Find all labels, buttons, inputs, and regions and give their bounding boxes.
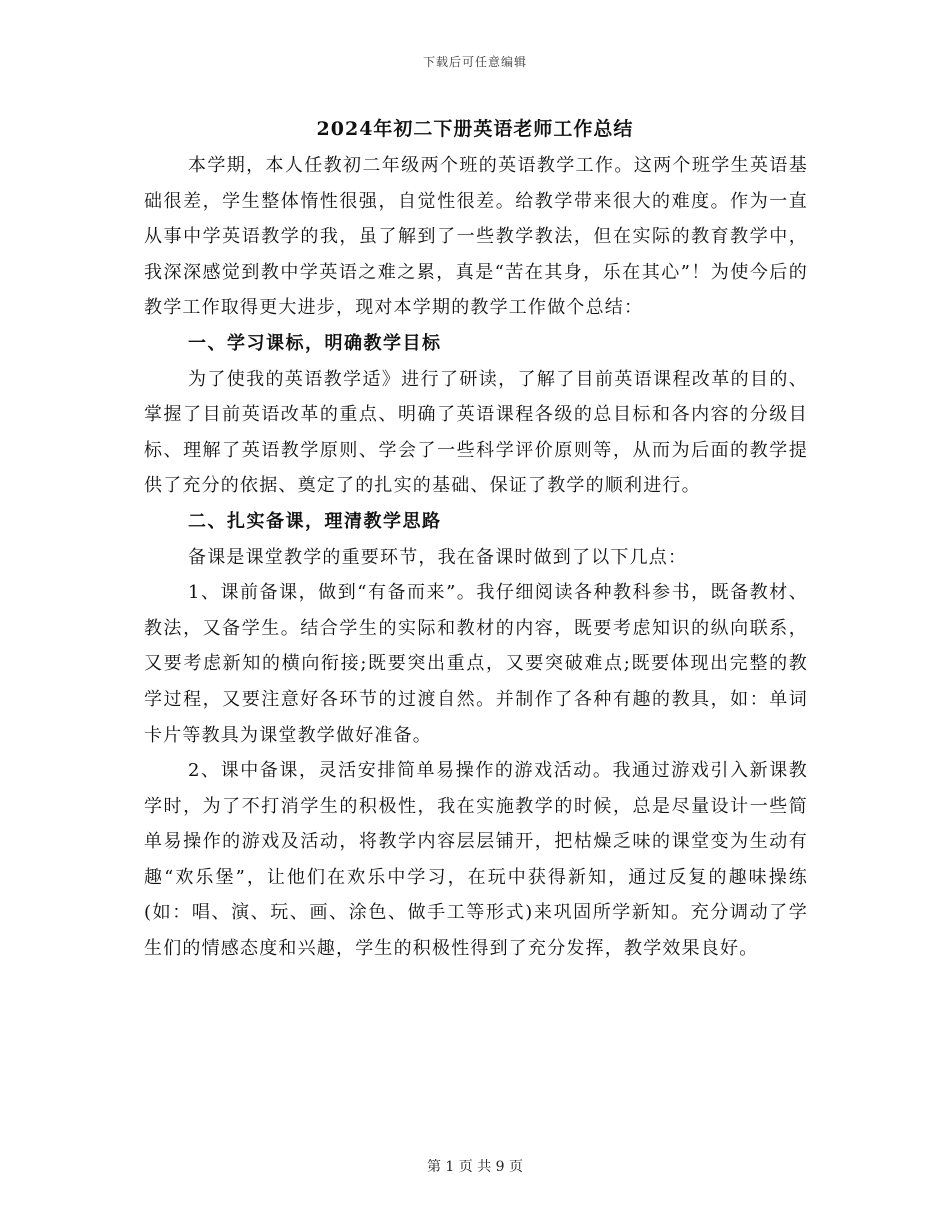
intro-paragraph: 本学期，本人任教初二年级两个班的英语教学工作。这两个班学生英语基础很差，学生整体惰性很强，自觉性很差。给教学带来很大的难度。作为一直从事中学英语教学的我，虽了解到了一些教学教法，但在实际的教育教学中，我深深感觉到教中学英语之难之累，真是“苦在其身，乐在其心”！为使今后的教学工作取得更大进步，现对本学期的教学工作做个总结： xyxy=(144,155,808,319)
section-1-paragraph: 为了使我的英语教学适》进行了研读，了解了目前英语课程改革的目的、掌握了目前英语改革的重点、明确了英语课程各级的总目标和各内容的分级目标、理解了英语教学原则、学会了一些科学评价原则等，从而为后面的教学提供了充分的依据、奠定了的扎实的基础、保证了教学的顺利进行。 xyxy=(144,368,808,497)
section-2-intro-paragraph: 备课是课堂教学的重要环节，我在备课时做到了以下几点： xyxy=(188,546,688,568)
page-header-note: 下载后可任意编辑 xyxy=(422,55,527,69)
section-heading-2: 二、扎实备课，理清教学思路 xyxy=(188,510,442,532)
section-2-point-2-paragraph: 2、课中备课，灵活安排简单易操作的游戏活动。我通过游戏引入新课教学时，为了不打消学生的积极性，我在实施教学的时候，总是尽量设计一些简单易操作的游戏及活动，将教学内容层层铺开，把枯燥乏味的课堂变为生动有趣“欢乐堡”，让他们在欢乐中学习，在玩中获得新知，通过反复的趣味操练(如：唱、演、玩、画、涂色、做手工等形式)来巩固所学新知。充分调动了学生们的情感态度和兴趣，学生的积极性得到了充分发挥，教学效果良好。 xyxy=(144,760,808,960)
page-number: 第 1 页 共 9 页 xyxy=(426,1159,524,1175)
section-heading-1: 一、学习课标，明确教学目标 xyxy=(188,332,442,354)
section-2-point-1-paragraph: 1、课前备课，做到“有备而来”。我仔细阅读各种教科参书，既备教材、教法，又备学生。结合学生的实际和教材的内容，既要考虑知识的纵向联系，又要考虑新知的横向衔接;既要突出重点，又要突破难点;既要体现出完整的教学过程，又要注意好各环节的过渡自然。并制作了各种有趣的教具，如：单词卡片等教具为课堂教学做好准备。 xyxy=(144,582,808,746)
document-title: 2024年初二下册英语老师工作总结 xyxy=(316,118,634,140)
document-body xyxy=(144,148,808,967)
